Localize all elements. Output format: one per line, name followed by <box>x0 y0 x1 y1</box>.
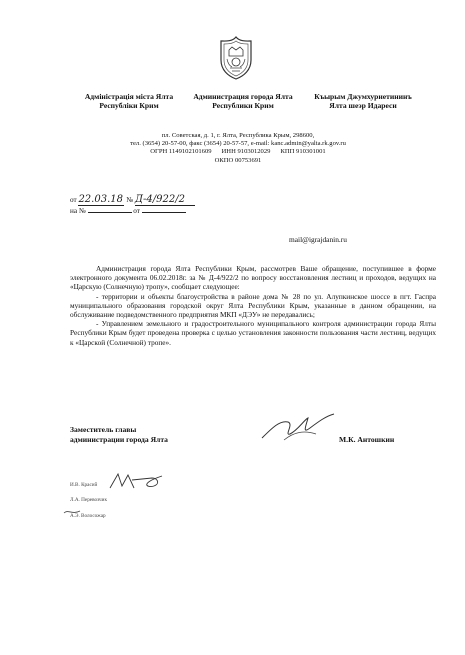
body-paragraph-1: Администрация города Ялта Республики Крым, рассмотрев Ваше обращение, поступившее в форме электронного документа 06.02.2018г. за № Д-4/922/2 по вопросу восстановления лестниц и проходов, ведущих на «Царскую (Солнечную) тропу», сообщает следующее: <box>70 264 436 292</box>
header-ru-line1: Администрация города Ялта <box>193 92 293 101</box>
on-from-label: от <box>133 207 140 215</box>
executor-2: Л.А. Перевозчик <box>70 497 107 503</box>
executor-mark <box>62 507 82 517</box>
header-ct-line2: Ялта шеэр Идареси <box>329 101 397 111</box>
from-label: от <box>70 196 77 204</box>
okpo: ОКПО 00753691 <box>214 156 262 164</box>
kpp: КПП 910301001 <box>280 148 326 156</box>
outgoing-reference <box>70 195 195 206</box>
header-title-russian <box>188 92 298 111</box>
header-title-crimean-tatar <box>300 92 426 111</box>
on-from-blank <box>142 212 186 213</box>
outgoing-number: Д-4/922/2 <box>135 195 195 206</box>
registration-codes <box>120 148 356 156</box>
body-paragraph-2: - территории и объекты благоустройства в районе дома № 28 по ул. Алупкинское шоссе в пгт. Гаспра муниципального образования городской округ Ялта Республики Крым, указанные в данном обращении, на обслуживание подведомственного предприятия МКП «ДЭУ» не передавались; <box>70 291 436 320</box>
header-ua-line2: Республіки Крим <box>99 101 159 111</box>
executor-3: А.Э. Волосожар <box>70 513 106 519</box>
executor-1: И.В. Красий <box>70 482 98 488</box>
header-ru-line2: Республики Крим <box>212 101 274 111</box>
signatory-title-line2: администрации города Ялта <box>70 435 168 444</box>
address-block <box>120 132 356 165</box>
recipient-email: mail@igrajdanin.ru <box>289 235 347 244</box>
body-paragraph-3: - Управлением земельного и градостроительного муниципального контроля администрации города Ялты Республики Крым будет проведена проверка с целью установления законности пользования части лестниц, ведущих к «Царской (Солнечной) тропе». <box>70 319 436 347</box>
outgoing-date: 22.03.18 <box>78 194 123 205</box>
coat-of-arms-emblem <box>218 36 254 80</box>
inn: ИНН 9103012029 <box>221 148 271 156</box>
header-ct-line1: Къырым Джумхуриетининъ <box>314 92 412 101</box>
contacts-line: тел. (3654) 20-57-00, факс (3654) 20-57-57, e-mail: kanc.admin@yalta.rk.gov.ru <box>130 140 346 148</box>
signatory-title-line1: Заместитель главы <box>70 425 137 434</box>
address-line: пл. Советская, д. 1, г. Ялта, Республика Крым, 298600, <box>161 132 315 139</box>
signatory-name: М.К. Антошкин <box>339 435 395 444</box>
header-title-ukrainian <box>70 92 188 111</box>
signatory-title <box>70 425 210 445</box>
ogrn: ОГРН 1149102101609 <box>150 148 212 156</box>
on-number-label: на № <box>70 207 86 215</box>
executor-initials-signature <box>108 470 164 494</box>
handwritten-signature <box>258 410 338 446</box>
letter-body <box>70 264 436 347</box>
number-label: № <box>126 196 134 204</box>
on-number-blank <box>88 212 132 213</box>
header-ua-line1: Адміністрація міста Ялта <box>84 92 174 101</box>
incoming-reference <box>70 206 186 216</box>
